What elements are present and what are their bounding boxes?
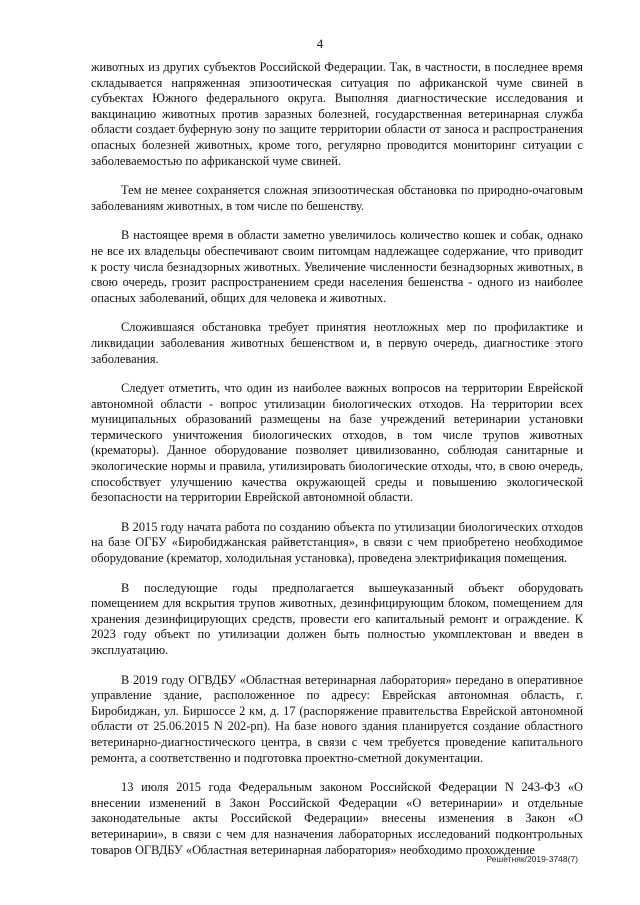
document-body	[91, 60, 583, 858]
footer-document-code: Решетняк/2019-3748(7)	[486, 854, 578, 864]
paragraph-continuation: животных из других субъектов Российской Федерации. Так, в частности, в последнее время складывается напряженная эпизоотическая ситуация по африканской чуме свиней в субъектах Южного федерального округа. Выполняя диагностические исследования и вакцинацию животных против заразных болезней, государственная ветеринарная служба области создает буферную зону по защите территории области от заноса и распространения опасных болезней животных, кроме того, регулярно проводится мониторинг ситуации с заболеваемостью по африканской чуме свиней.	[91, 60, 583, 168]
paragraph-biowaste-utilization: Следует отметить, что один из наиболее важных вопросов на территории Еврейской автономной области - вопрос утилизации биологических отходов. На территории всех муниципальных образований размещены на базе учреждений ветеринарии установки термического уничтожения биологических отходов, в том числе трупов животных (крематоры). Данное оборудование позволяет цивилизованно, соблюдая санитарные и экологические нормы и правила, утилизировать биологические отходы, что, в свою очередь, способствует улучшению качества окружающей среды и повышению экологической безопасности на территории Еврейской автономной области.	[91, 381, 583, 505]
paragraph-federal-law: 13 июля 2015 года Федеральным законом Российской Федерации N 243-ФЗ «О внесении изменений в Закон Российской Федерации «О ветеринарии» и отдельные законодательные акты Российской Федерации» внесены изменения в Закон «О ветеринарии», в связи с чем для назначения лабораторных исследований подконтрольных товаров ОГВДБУ «Областная ветеринарная лаборатория» необходимо прохождение	[91, 780, 583, 857]
paragraph-stray-animals: В настоящее время в области заметно увеличилось количество кошек и собак, однако не все их владельцы обеспечивают своим питомцам надлежащее содержание, что приводит к росту числа безнадзорных животных. Увеличение численности безнадзорных животных, в свою очередь, грозит распространением среди населения бешенства - одного из наиболее опасных заболеваний, общих для человека и животных.	[91, 228, 583, 305]
paragraph-2015-works: В 2015 году начата работа по созданию объекта по утилизации биологических отходов на базе ОГБУ «Биробиджанская райветстанция», в связи с чем приобретено необходимое оборудование (крематор, холодильная установка), проведена электрификация помещения.	[91, 519, 583, 566]
page-number: 4	[316, 36, 324, 51]
paragraph-urgent-measures: Сложившаяся обстановка требует принятия неотложных мер по профилактике и ликвидации заболевания животных бешенством и, в первую очередь, диагностике этого заболевания.	[91, 320, 583, 366]
paragraph-2019-laboratory: В 2019 году ОГВДБУ «Областная ветеринарная лаборатория» передано в оперативное управление здание, расположенное по адресу: Еврейская автономная область, г. Биробиджан, ул. Биршоссе 2 км, д. 17 (распоряжение правительства Еврейской автономной области от 25.06.2015 N 202-рп). На базе нового здания планируется создание областного ветеринарно-диагностического центра, в связи с чем требуется проведение капитального ремонта, а соответственно и подготовка проектно-сметной документации.	[91, 672, 583, 765]
paragraph-rabies-situation: Тем не менее сохраняется сложная эпизоотическая обстановка по природно-очаговым заболеваниям животных, в том числе по бешенству.	[91, 183, 583, 213]
paragraph-future-plans: В последующие годы предполагается вышеуказанный объект оборудовать помещением для вскрытия трупов животных, дезинфицирующим блоком, помещением для хранения дезинфицирующих средств, провести его капитальный ремонт и ограждение. К 2023 году объект по утилизации должен быть полностью укомплектован и введен в эксплуатацию.	[91, 580, 583, 657]
